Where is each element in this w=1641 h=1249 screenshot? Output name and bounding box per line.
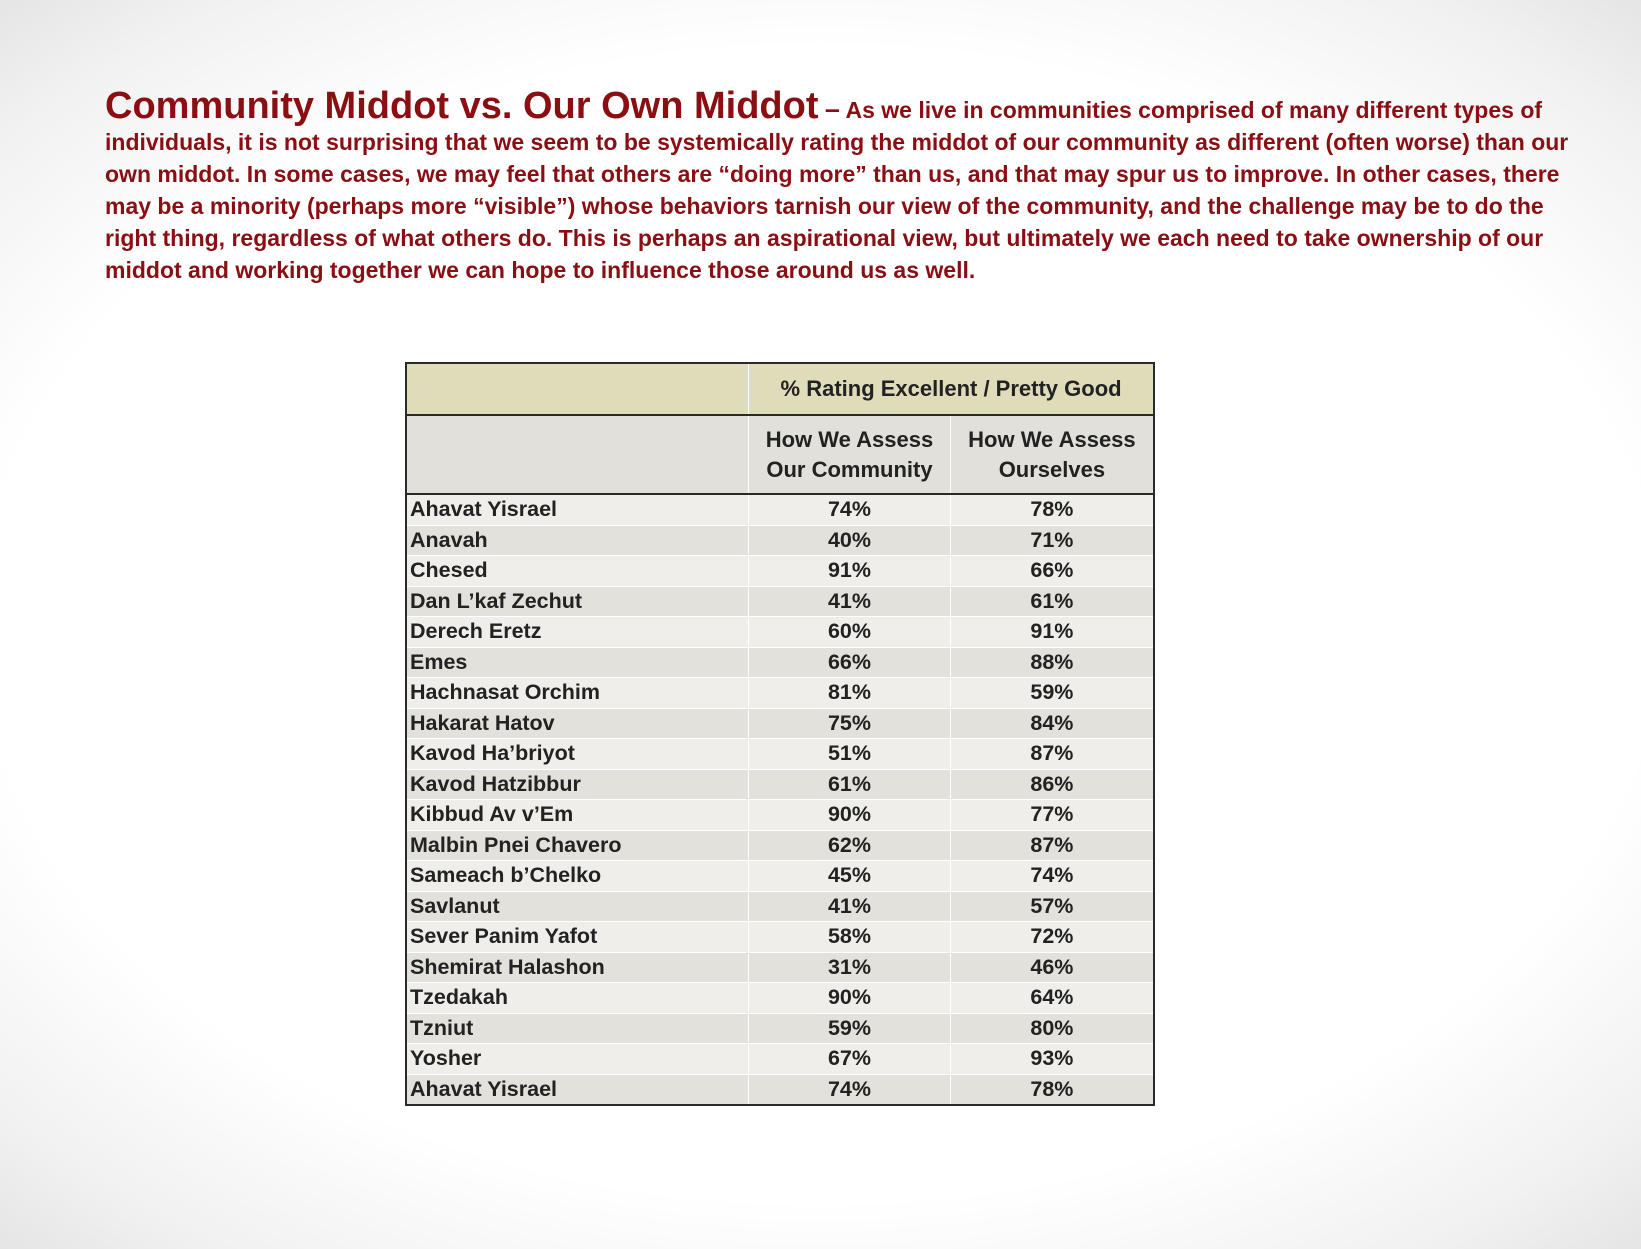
table-row [406,769,1154,800]
community-rating: 62% [749,830,951,861]
group-header: % Rating Excellent / Pretty Good [749,363,1154,415]
middah-name: Tzniut [406,1013,749,1044]
middah-name: Malbin Pnei Chavero [406,830,749,861]
middah-name: Chesed [406,556,749,587]
community-rating: 74% [749,494,951,525]
table-row [406,1074,1154,1105]
table-row [406,922,1154,953]
self-rating: 57% [950,891,1154,922]
table-row [406,556,1154,587]
intro-paragraph [105,86,1575,286]
self-rating: 88% [950,647,1154,678]
self-rating: 77% [950,800,1154,831]
community-rating: 60% [749,617,951,648]
middah-name: Derech Eretz [406,617,749,648]
community-rating: 58% [749,922,951,953]
table-row [406,678,1154,709]
column-header-community: How We Assess Our Community [749,415,951,494]
table-row [406,952,1154,983]
middot-ratings-table [405,362,1155,1106]
self-rating: 93% [950,1044,1154,1075]
table-row [406,647,1154,678]
self-rating: 61% [950,586,1154,617]
table-column-header-row [406,415,1154,494]
intro-text: As we live in communities comprised of many different types of individuals, it is not surprising that we seem to be systemically rating the middot of our community as different (often worse) than our own middot. In some cases, we may feel that others are “doing more” than us, and that may spur us to improve. In other cases, there may be a minority (perhaps more “visible”) whose behaviors tarnish our view of the community, and the challenge may be to do the right thing, regardless of what others do. This is perhaps an aspirational view, but ultimately we each need to take ownership of our middot and working together we can hope to influence those around us as well. [105,97,1569,283]
self-rating: 86% [950,769,1154,800]
table-row [406,1044,1154,1075]
table-row [406,861,1154,892]
column-header-ourselves: How We Assess Ourselves [950,415,1154,494]
table-group-header-row [406,363,1154,415]
header-blank-cell [406,363,749,415]
self-rating: 78% [950,494,1154,525]
self-rating: 71% [950,525,1154,556]
table-row [406,708,1154,739]
middah-name: Anavah [406,525,749,556]
community-rating: 41% [749,586,951,617]
middah-name: Hakarat Hatov [406,708,749,739]
community-rating: 81% [749,678,951,709]
middah-name: Sever Panim Yafot [406,922,749,953]
community-rating: 90% [749,983,951,1014]
header-label-cell [406,415,749,494]
middah-name: Kibbud Av v’Em [406,800,749,831]
self-rating: 46% [950,952,1154,983]
middah-name: Kavod Hatzibbur [406,769,749,800]
middah-name: Ahavat Yisrael [406,1074,749,1105]
community-rating: 51% [749,739,951,770]
self-rating: 78% [950,1074,1154,1105]
page-title: Community Middot vs. Our Own Middot [105,85,819,127]
table-row [406,800,1154,831]
middah-name: Kavod Ha’briyot [406,739,749,770]
community-rating: 74% [749,1074,951,1105]
table-row [406,586,1154,617]
middah-name: Yosher [406,1044,749,1075]
table-row [406,891,1154,922]
community-rating: 67% [749,1044,951,1075]
self-rating: 87% [950,830,1154,861]
self-rating: 80% [950,1013,1154,1044]
community-rating: 75% [749,708,951,739]
community-rating: 45% [749,861,951,892]
community-rating: 40% [749,525,951,556]
table-row [406,525,1154,556]
self-rating: 84% [950,708,1154,739]
community-rating: 61% [749,769,951,800]
title-dash: – [824,94,840,124]
middah-name: Savlanut [406,891,749,922]
community-rating: 31% [749,952,951,983]
self-rating: 59% [950,678,1154,709]
self-rating: 66% [950,556,1154,587]
table-body [406,494,1154,1105]
community-rating: 66% [749,647,951,678]
table-row [406,830,1154,861]
self-rating: 87% [950,739,1154,770]
table-row [406,983,1154,1014]
community-rating: 59% [749,1013,951,1044]
table-row [406,739,1154,770]
community-rating: 91% [749,556,951,587]
table-row [406,494,1154,525]
community-rating: 90% [749,800,951,831]
middah-name: Dan L’kaf Zechut [406,586,749,617]
middah-name: Tzedakah [406,983,749,1014]
middah-name: Sameach b’Chelko [406,861,749,892]
self-rating: 74% [950,861,1154,892]
middah-name: Shemirat Halashon [406,952,749,983]
self-rating: 64% [950,983,1154,1014]
table-row [406,617,1154,648]
middah-name: Emes [406,647,749,678]
middah-name: Hachnasat Orchim [406,678,749,709]
table-row [406,1013,1154,1044]
self-rating: 72% [950,922,1154,953]
middah-name: Ahavat Yisrael [406,494,749,525]
self-rating: 91% [950,617,1154,648]
community-rating: 41% [749,891,951,922]
